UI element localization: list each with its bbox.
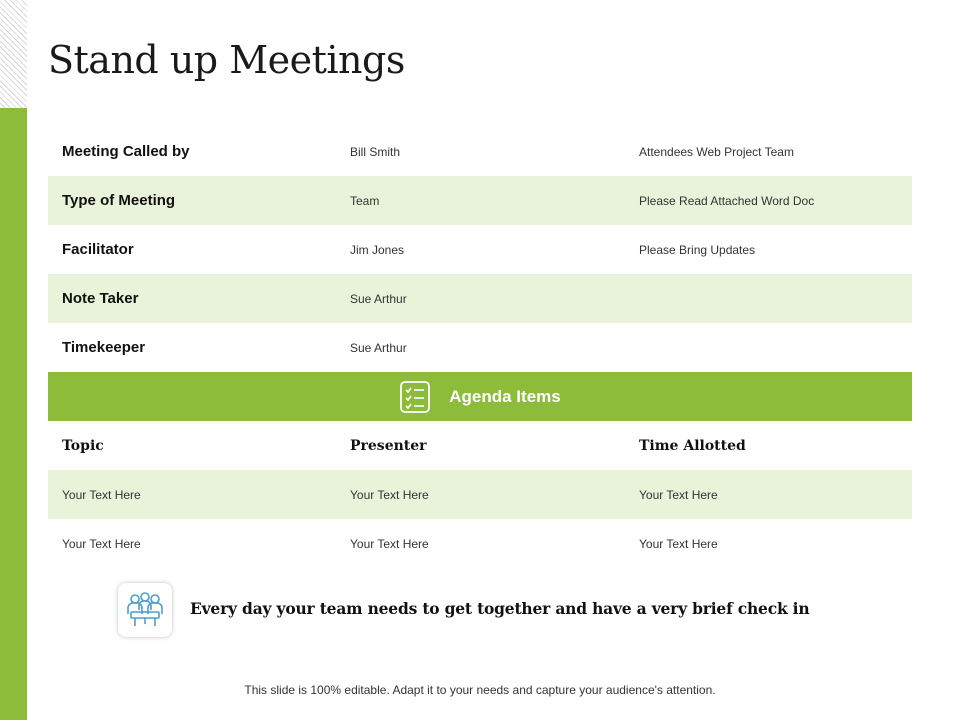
meeting-table (48, 127, 912, 568)
info-label: Timekeeper (62, 339, 146, 356)
info-value: Team (350, 193, 380, 208)
agenda-row (48, 470, 912, 519)
info-row-meeting-called-by (48, 127, 912, 176)
info-note: Attendees Web Project Team (639, 144, 794, 159)
agenda-cell-time: Your Text Here (639, 487, 718, 502)
agenda-title: Agenda Items (449, 386, 561, 406)
info-label: Facilitator (62, 241, 134, 258)
column-header-time-allotted: Time Allotted (639, 437, 746, 454)
info-value: Jim Jones (350, 242, 405, 257)
checklist-icon (399, 380, 431, 414)
agenda-cell-presenter: Your Text Here (350, 487, 429, 502)
agenda-cell-topic: Your Text Here (62, 487, 141, 502)
info-row-timekeeper (48, 323, 912, 372)
info-value: Sue Arthur (350, 291, 407, 306)
footer-tagline: Every day your team needs to get together and have a very brief check in (190, 599, 810, 618)
side-pattern-decoration (0, 0, 27, 108)
info-value: Sue Arthur (350, 340, 407, 355)
info-label: Type of Meeting (62, 192, 176, 209)
agenda-header-bar (48, 372, 912, 421)
editable-note: This slide is 100% editable. Adapt it to your needs and capture your audience's attention. (244, 683, 716, 697)
agenda-row (48, 519, 912, 568)
info-label: Note Taker (62, 290, 139, 307)
info-label: Meeting Called by (62, 143, 190, 160)
agenda-header-row (48, 421, 912, 470)
slide-title: Stand up Meetings (48, 38, 405, 82)
info-row-type-of-meeting (48, 176, 912, 225)
side-accent-bar (0, 108, 27, 720)
info-row-note-taker (48, 274, 912, 323)
agenda-cell-time: Your Text Here (639, 536, 718, 551)
agenda-cell-presenter: Your Text Here (350, 536, 429, 551)
info-note: Please Read Attached Word Doc (639, 193, 815, 208)
info-note: Please Bring Updates (639, 242, 756, 257)
column-header-topic: Topic (62, 437, 104, 454)
info-value: Bill Smith (350, 144, 401, 159)
info-row-facilitator (48, 225, 912, 274)
column-header-presenter: Presenter (350, 437, 427, 454)
team-meeting-icon (118, 583, 172, 637)
agenda-cell-topic: Your Text Here (62, 536, 141, 551)
